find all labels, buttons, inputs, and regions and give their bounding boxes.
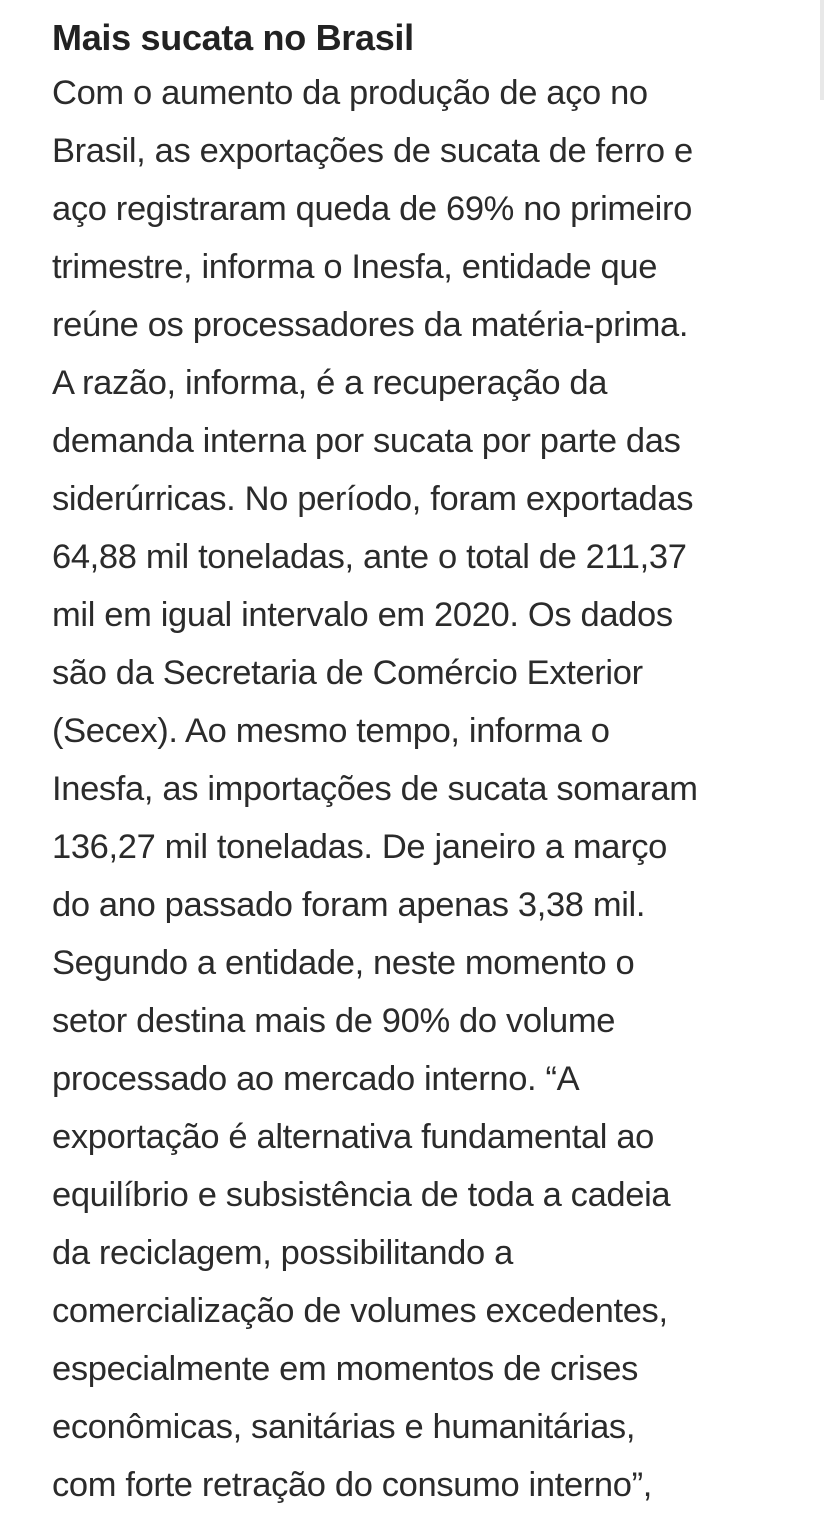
body-line: equilíbrio e subsistência de toda a cadeia [52,1176,671,1214]
body-line: do ano passado foram apenas 3,38 mil. [52,886,646,924]
body-line: 136,27 mil toneladas. De janeiro a março [52,828,668,866]
body-line: (Secex). Ao mesmo tempo, informa o [52,712,610,750]
body-line: setor destina mais de 90% do volume [52,1002,616,1040]
body-line: exportação é alternativa fundamental ao [52,1118,655,1156]
article-body [52,64,792,1514]
body-line: siderúrricas. No período, foram exportadas [52,480,694,518]
body-line: econômicas, sanitárias e humanitárias, [52,1408,636,1446]
body-line: com forte retração do consumo interno”, [52,1466,652,1504]
body-line: Com o aumento da produção de aço no [52,74,648,112]
body-line: comercialização de volumes excedentes, [52,1292,668,1330]
article [52,12,792,1514]
body-line: Segundo a entidade, neste momento o [52,944,635,982]
body-line: Inesfa, as importações de sucata somaram [52,770,698,808]
body-line: processado ao mercado interno. “A [52,1060,580,1098]
body-line: aço registraram queda de 69% no primeiro [52,190,692,228]
body-line: reúne os processadores da matéria-prima. [52,306,689,344]
article-title: Mais sucata no Brasil [52,17,414,58]
body-line: mil em igual intervalo em 2020. Os dados [52,596,673,634]
body-line: A razão, informa, é a recuperação da [52,364,608,402]
body-line: especialmente em momentos de crises [52,1350,639,1388]
body-line: Brasil, as exportações de sucata de ferro e [52,132,693,170]
body-line: 64,88 mil toneladas, ante o total de 211,37 [52,538,687,576]
body-line: demanda interna por sucata por parte das [52,422,681,460]
body-line: são da Secretaria de Comércio Exterior [52,654,643,692]
body-line: trimestre, informa o Inesfa, entidade que [52,248,658,286]
scroll-edge [820,0,824,100]
body-line: da reciclagem, possibilitando a [52,1234,513,1272]
